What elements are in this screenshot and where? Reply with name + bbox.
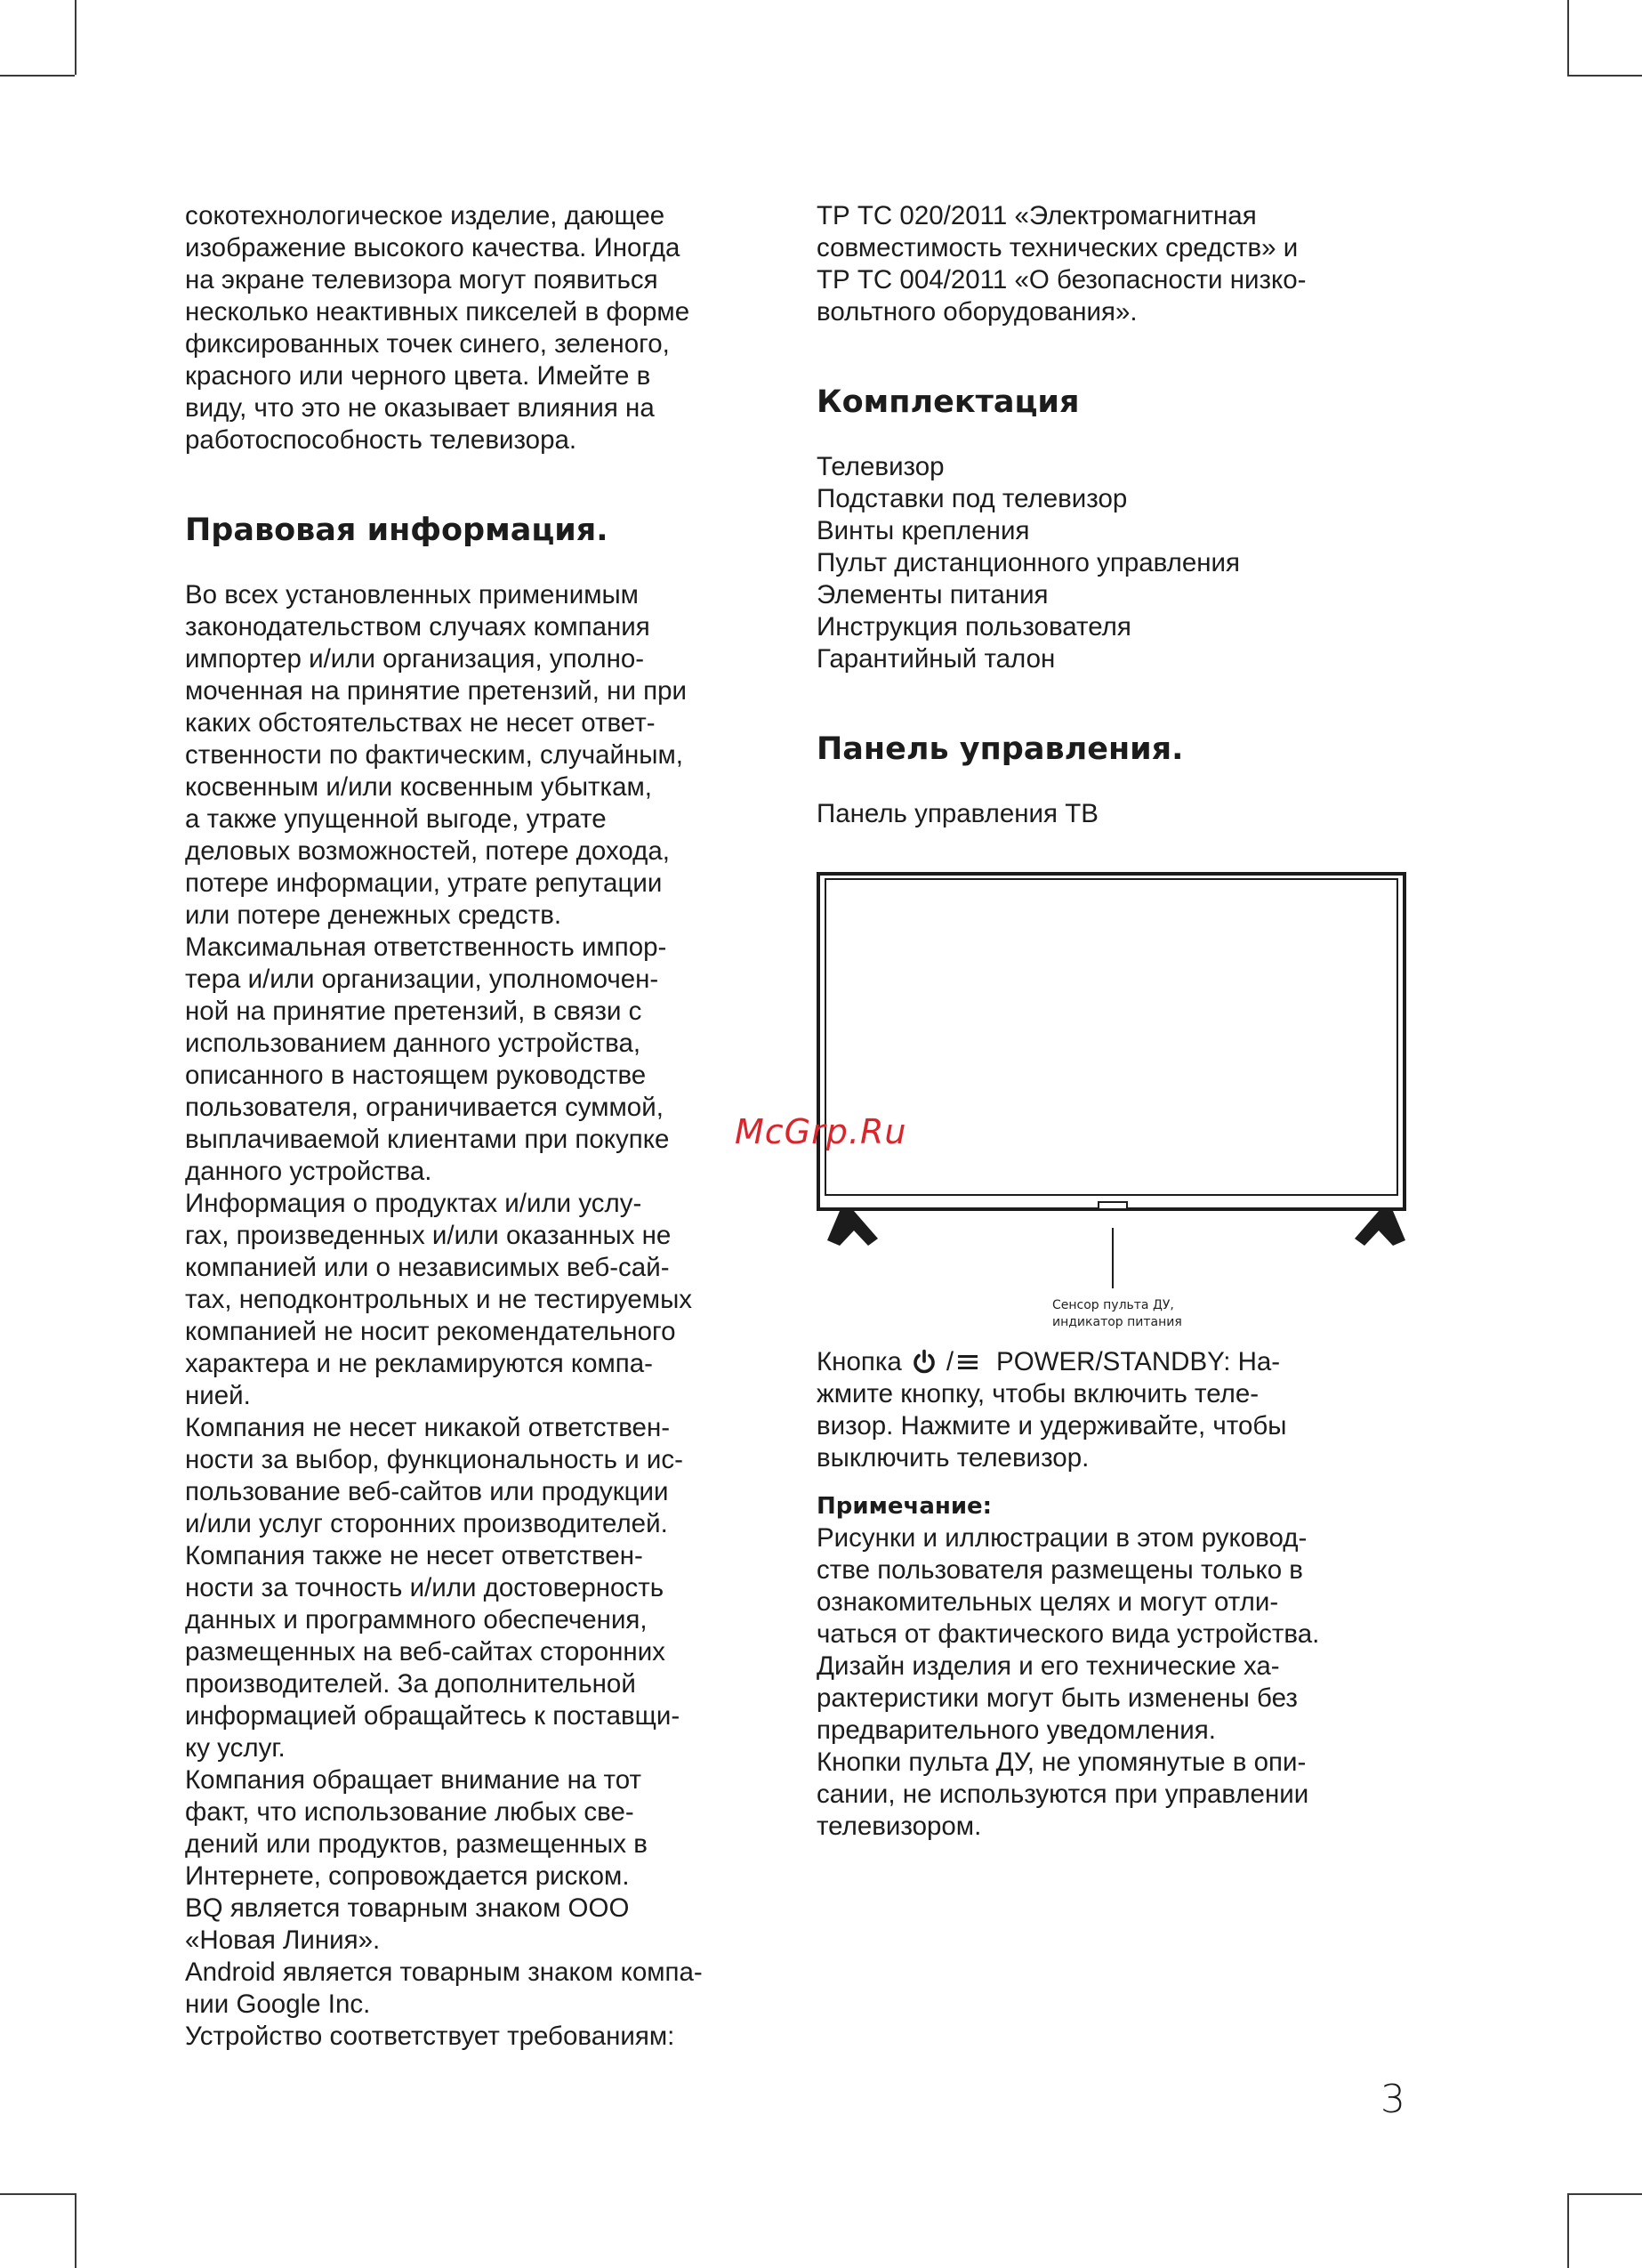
text-line: Компания также не несет ответствен- <box>185 1541 643 1570</box>
text-line: косвенным и/или косвенным убыткам, <box>185 772 652 802</box>
kit-item: Элементы питания <box>817 580 1049 609</box>
text-line: каких обстоятельствах не несет ответ- <box>185 708 656 738</box>
text-line: ТР ТС 004/2011 «О безопасности низко- <box>817 265 1307 295</box>
text-line: несколько неактивных пикселей в форме <box>185 297 690 327</box>
text-line: компанией или о независимых веб-сай- <box>185 1253 670 1282</box>
text-line: совместимость технических средств» и <box>817 233 1299 262</box>
kit-item: Винты крепления <box>817 516 1030 545</box>
text-line: Рисунки и иллюстрации в этом руковод- <box>817 1523 1308 1553</box>
left-column <box>185 200 799 2053</box>
text-line: данных и программного обеспечения, <box>185 1605 648 1634</box>
text-line: нии Google Inc. <box>185 1990 371 2019</box>
text-line: ности за точность и/или достоверность <box>185 1573 664 1602</box>
text-line: BQ является товарным знаком ООО <box>185 1893 630 1923</box>
text-line: выключить телевизор. <box>817 1443 1090 1473</box>
text-line: ТР ТС 020/2011 «Электромагнитная <box>817 201 1257 230</box>
note-paragraph <box>817 1522 1430 1843</box>
text-line: Во всех установленных применимым <box>185 580 639 609</box>
kit-item: Подставки под телевизор <box>817 484 1128 513</box>
text-line: информацией обращайтесь к поставщи- <box>185 1701 680 1731</box>
text-line: компанией не носит рекомендательного <box>185 1317 676 1346</box>
text-line: или потере денежных средств. <box>185 900 562 930</box>
text-line: данного устройства. <box>185 1157 432 1186</box>
text-line: описанного в настоящем руководстве <box>185 1061 647 1090</box>
text-line: Устройство соответствует требованиям: <box>185 2022 675 2051</box>
kit-item: Гарантийный талон <box>817 644 1056 674</box>
kit-list <box>817 451 1430 675</box>
text-line: фиксированных точек синего, зеленого, <box>185 329 670 359</box>
legal-paragraph <box>185 579 799 2053</box>
text-line: рактеристики могут быть изменены без <box>817 1683 1298 1713</box>
crop-mark <box>1567 2193 1642 2195</box>
text-line: на экране телевизора могут появиться <box>185 265 658 295</box>
tv-frame <box>818 874 1405 1209</box>
text-line: пользование веб-сайтов или продукции <box>185 1477 669 1506</box>
text-line: факт, что использование любых све- <box>185 1797 634 1827</box>
text-line: использованием данного устройства, <box>185 1029 641 1058</box>
sensor-label-line: индикатор питания <box>1052 1315 1182 1329</box>
panel-caption-block <box>817 798 1430 830</box>
button-slash: / <box>946 1347 954 1376</box>
power-button-line <box>817 1346 1430 1378</box>
text-line: а также упущенной выгоде, утрате <box>185 804 607 834</box>
legal-heading: Правовая информация. <box>185 513 608 548</box>
text-line: чаться от фактического вида устройства. <box>817 1619 1320 1649</box>
text-line: импортер и/или организация, уполно- <box>185 644 645 674</box>
text-line: законодательством случаях компания <box>185 612 650 642</box>
text-line: ку услуг. <box>185 1733 286 1763</box>
panel-heading: Панель управления. <box>817 731 1184 767</box>
kit-item: Пульт дистанционного управления <box>817 548 1240 577</box>
intro-paragraph <box>185 200 799 456</box>
text-line: «Новая Линия». <box>185 1925 381 1955</box>
crop-mark <box>75 2193 76 2268</box>
standards-paragraph <box>817 200 1430 328</box>
watermark: McGrp.Ru <box>735 1112 907 1151</box>
text-line: Компания обращает внимание на тот <box>185 1765 641 1795</box>
text-line: Информация о продуктах и/или услу- <box>185 1189 642 1218</box>
text-line: потере информации, утрате репутации <box>185 868 663 898</box>
crop-mark <box>75 0 76 75</box>
text-line: Максимальная ответственность импор- <box>185 932 667 962</box>
text-line: тера и/или организации, уполномочен- <box>185 965 659 994</box>
text-line: работоспособность телевизора. <box>185 425 577 455</box>
text-line: предварительного уведомления. <box>817 1715 1216 1745</box>
note-heading: Примечание: <box>817 1493 993 1520</box>
text-line: нией. <box>185 1381 251 1410</box>
text-line: тах, неподконтрольных и не тестируемых <box>185 1285 693 1314</box>
text-line: изображение высокого качества. Иногда <box>185 233 680 262</box>
text-line: Компания не несет никакой ответствен- <box>185 1413 671 1442</box>
crop-mark <box>1567 0 1569 75</box>
text-line: Интернете, сопровождается риском. <box>185 1861 630 1891</box>
sensor-label-line: Сенсор пульта ДУ, <box>1052 1298 1174 1312</box>
text-line: производителей. За дополнительной <box>185 1669 636 1699</box>
text-line: сокотехнологическое изделие, дающее <box>185 201 665 230</box>
text-line: характера и не рекламируются компа- <box>185 1349 654 1378</box>
button-prefix: Кнопка <box>817 1347 902 1376</box>
text-line: красного или черного цвета. Имейте в <box>185 361 651 391</box>
text-line: дений или продуктов, размещенных в <box>185 1829 648 1859</box>
tv-illustration <box>817 872 1409 1335</box>
crop-mark <box>1567 2193 1569 2268</box>
crop-mark <box>0 75 75 77</box>
text-line: ознакомительных целях и могут отли- <box>817 1587 1279 1617</box>
menu-icon <box>957 1352 978 1372</box>
button-rest: POWER/STANDBY: На- <box>996 1347 1281 1376</box>
text-line: размещенных на веб-сайтах сторонних <box>185 1637 665 1667</box>
text-line: стве пользователя размещены только в <box>817 1555 1303 1585</box>
text-line: Дизайн изделия и его технические ха- <box>817 1651 1280 1681</box>
text-line: гах, произведенных и/или оказанных не <box>185 1221 672 1250</box>
text-line: телевизором. <box>817 1812 982 1841</box>
text-line: Android является товарным знаком компа- <box>185 1957 703 1987</box>
kit-heading: Комплектация <box>817 384 1080 420</box>
text-line: сании, не используются при управлении <box>817 1780 1309 1809</box>
text-line: жмите кнопку, чтобы включить теле- <box>817 1379 1260 1408</box>
power-button-description <box>817 1378 1430 1474</box>
crop-mark <box>1567 75 1642 77</box>
text-line: выплачиваемой клиентами при покупке <box>185 1125 670 1154</box>
text-line: ственности по фактическим, случайным, <box>185 740 683 770</box>
kit-item: Телевизор <box>817 452 945 481</box>
page-number: 3 <box>1380 2077 1405 2122</box>
kit-item: Инструкция пользователя <box>817 612 1131 642</box>
right-stand <box>1355 1211 1405 1246</box>
text-line: вольтного оборудования». <box>817 297 1138 327</box>
power-icon <box>911 1349 938 1376</box>
text-line: деловых возможностей, потере дохода, <box>185 836 670 866</box>
text-line: ности за выбор, функциональность и ис- <box>185 1445 683 1474</box>
text-line: пользователя, ограничивается суммой, <box>185 1093 664 1122</box>
sensor-window <box>1099 1202 1127 1209</box>
sensor-label <box>1052 1297 1182 1331</box>
text-line: виду, что это не оказывает влияния на <box>185 393 655 423</box>
text-line: Кнопки пульта ДУ, не упомянутые в опи- <box>817 1747 1307 1777</box>
text-line: визор. Нажмите и удерживайте, чтобы <box>817 1411 1287 1441</box>
text-line: и/или услуг сторонних производителей. <box>185 1509 668 1538</box>
text-line: моченная на принятие претензий, ни при <box>185 676 687 706</box>
crop-mark <box>0 2193 75 2195</box>
left-stand <box>827 1211 878 1246</box>
text-line: ной на принятие претензий, в связи с <box>185 997 642 1026</box>
panel-caption: Панель управления ТВ <box>817 799 1099 828</box>
